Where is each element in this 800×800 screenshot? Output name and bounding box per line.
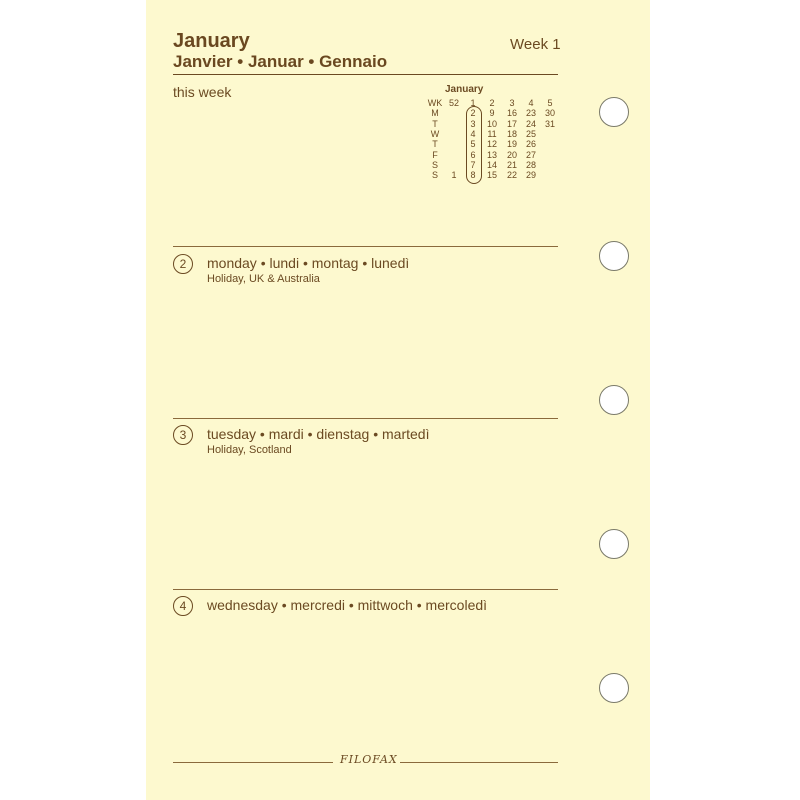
mini-calendar-date: 24 <box>525 118 536 129</box>
mini-calendar-date: 6 <box>470 149 476 160</box>
mini-calendar-header: 1 <box>470 98 476 108</box>
mini-calendar-date: 13 <box>486 149 497 160</box>
mini-calendar-date: 15 <box>486 170 497 181</box>
week-label: Week 1 <box>510 36 561 53</box>
mini-calendar-date: 30 <box>544 108 555 119</box>
mini-calendar-date: 4 <box>470 128 476 139</box>
mini-calendar-date: 12 <box>486 139 497 150</box>
mini-calendar-date: 2 <box>470 108 476 119</box>
mini-calendar-weekday: W <box>430 128 440 139</box>
mini-calendar-date: 21 <box>506 159 517 170</box>
day-number: 3 <box>173 425 193 445</box>
mini-calendar-date: 27 <box>525 149 536 160</box>
mini-calendar-date: 29 <box>525 170 536 181</box>
holiday-note: Holiday, Scotland <box>207 444 292 456</box>
mini-calendar-date: 26 <box>525 139 536 150</box>
month-title: January <box>173 30 250 52</box>
mini-calendar-date: 16 <box>506 108 517 119</box>
mini-calendar-date: 20 <box>506 149 517 160</box>
day-number: 4 <box>173 596 193 616</box>
mini-calendar-date: 18 <box>506 128 517 139</box>
header-rule <box>173 74 558 75</box>
day-divider <box>173 589 558 590</box>
mini-calendar-weekday: T <box>432 139 438 150</box>
mini-calendar-weekday: S <box>431 170 438 181</box>
holiday-note: Holiday, UK & Australia <box>207 273 320 285</box>
brand-logo: FILOFAX <box>340 753 398 766</box>
mini-calendar-header: 3 <box>509 98 515 108</box>
mini-calendar-date: 8 <box>470 170 476 181</box>
mini-calendar-date: 14 <box>486 159 497 170</box>
day-name: monday • lundi • montag • lunedì <box>207 255 410 271</box>
mini-calendar-weekday: F <box>432 149 438 160</box>
mini-calendar-date: 10 <box>486 118 497 129</box>
mini-calendar-date: 5 <box>470 139 476 150</box>
binder-hole <box>599 385 629 415</box>
binder-hole <box>599 241 629 271</box>
day-divider <box>173 246 558 247</box>
day-name: tuesday • mardi • dienstag • martedì <box>207 426 430 442</box>
binder-hole <box>599 673 629 703</box>
mini-calendar-date: 19 <box>506 139 517 150</box>
mini-calendar-date: 17 <box>506 118 517 129</box>
mini-calendar-header: 5 <box>547 98 553 108</box>
mini-calendar-weekday: S <box>431 159 438 170</box>
mini-calendar-date: 25 <box>525 128 536 139</box>
mini-calendar-header: 4 <box>528 98 534 108</box>
mini-calendar-date: 3 <box>470 118 476 129</box>
mini-calendar-date: 7 <box>470 159 476 170</box>
mini-calendar-date: 11 <box>487 128 497 139</box>
binder-hole <box>599 97 629 127</box>
month-translations: Janvier • Januar • Gennaio <box>173 52 388 71</box>
this-week-label: this week <box>173 84 232 100</box>
day-number: 2 <box>173 254 193 274</box>
mini-calendar-title: January <box>445 84 484 95</box>
mini-calendar-header: 52 <box>448 98 459 108</box>
mini-calendar-date: 23 <box>525 108 536 119</box>
mini-calendar-header: 2 <box>489 98 495 108</box>
mini-calendar-date: 22 <box>506 170 517 181</box>
footer-rule-right <box>400 762 558 763</box>
mini-calendar-date: 28 <box>525 159 536 170</box>
footer-rule-left <box>173 762 333 763</box>
mini-calendar-header: WK <box>427 98 443 108</box>
day-name: wednesday • mercredi • mittwoch • mercoledì <box>207 597 488 613</box>
mini-calendar-date: 9 <box>489 108 495 119</box>
mini-calendar-date: 31 <box>544 118 555 129</box>
mini-calendar-weekday: T <box>432 118 438 129</box>
mini-calendar-date: 1 <box>451 170 457 181</box>
planner-page <box>146 0 650 800</box>
mini-calendar-weekday: M <box>431 108 439 119</box>
day-divider <box>173 418 558 419</box>
binder-hole <box>599 529 629 559</box>
